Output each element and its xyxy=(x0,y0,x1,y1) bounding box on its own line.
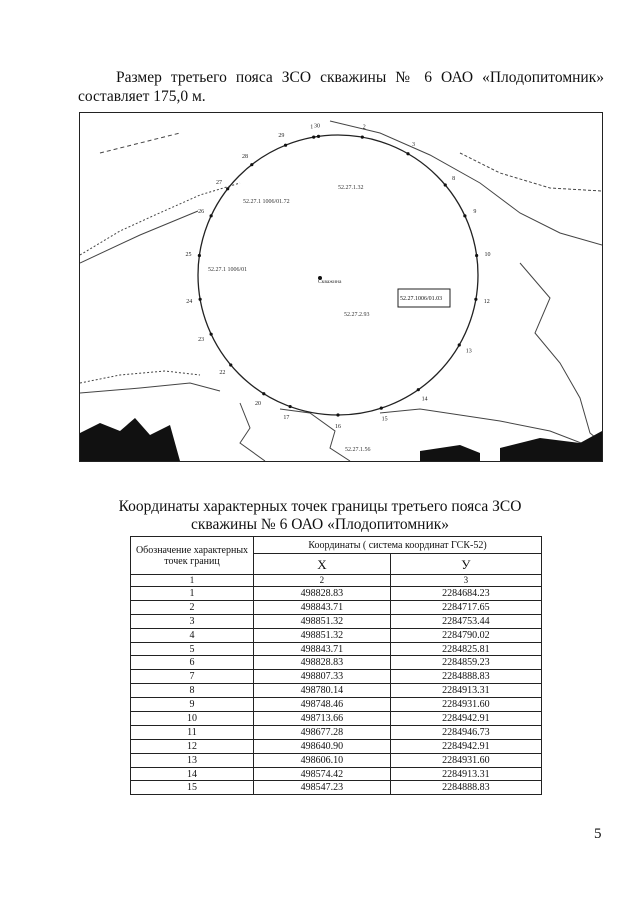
table-row xyxy=(131,628,542,642)
boundary-point-label: 15 xyxy=(381,416,388,423)
boundary-points xyxy=(185,123,490,430)
map-drawing xyxy=(80,113,602,461)
parcel-label-6: 52.27.1.56 xyxy=(345,447,371,453)
boundary-point-label: 20 xyxy=(254,401,261,408)
cell-y: 2284753.44 xyxy=(390,614,541,628)
parcel-label-2: 52.27.1 1006/01 xyxy=(208,267,248,273)
cell-x: 498780.14 xyxy=(254,684,391,698)
cell-id: 7 xyxy=(131,670,254,684)
boundary-point xyxy=(380,407,383,410)
coordinates-table xyxy=(130,536,542,795)
cell-y: 2284825.81 xyxy=(390,642,541,656)
cell-y: 2284942.91 xyxy=(390,739,541,753)
table-row xyxy=(131,587,542,601)
cell-x: 498843.71 xyxy=(254,642,391,656)
cell-y: 2284931.60 xyxy=(390,753,541,767)
boundary-point-label: 2 xyxy=(362,124,366,131)
boundary-point xyxy=(199,298,202,301)
boundary-point xyxy=(312,136,315,139)
zone-map xyxy=(79,112,603,462)
table-body xyxy=(131,587,542,795)
boundary-point-label: 17 xyxy=(283,414,290,421)
cell-x: 498828.83 xyxy=(254,656,391,670)
col-points-header: Обозначение характерных точек границ xyxy=(131,537,254,575)
cell-x: 498851.32 xyxy=(254,628,391,642)
cell-id: 9 xyxy=(131,698,254,712)
cell-id: 15 xyxy=(131,781,254,795)
parcel-label-4: 52.27.1006/01.03 xyxy=(400,296,443,302)
y-header: У xyxy=(390,554,541,575)
boundary-point-label: 24 xyxy=(186,299,193,306)
cell-y: 2284942.91 xyxy=(390,712,541,726)
boundary-point xyxy=(463,214,466,217)
boundary-point xyxy=(417,388,420,391)
boundary-point xyxy=(250,163,253,166)
cell-y: 2284790.02 xyxy=(390,628,541,642)
boundary-point-label: 23 xyxy=(198,336,205,343)
boundary-point xyxy=(210,333,213,336)
cell-y: 2284913.31 xyxy=(390,767,541,781)
boundary-point xyxy=(226,187,229,190)
cell-id: 2 xyxy=(131,600,254,614)
table-row xyxy=(131,767,542,781)
boundary-point xyxy=(317,135,320,138)
boundary-point xyxy=(210,214,213,217)
boundary-point-label: 25 xyxy=(185,251,192,258)
table-row xyxy=(131,614,542,628)
boundary-point xyxy=(406,152,409,155)
cell-id: 4 xyxy=(131,628,254,642)
boundary-point-label: 26 xyxy=(198,209,205,216)
table-row xyxy=(131,712,542,726)
table-row xyxy=(131,684,542,698)
map-background-lines xyxy=(80,121,602,461)
cell-id: 14 xyxy=(131,767,254,781)
cell-y: 2284888.83 xyxy=(390,781,541,795)
table-row xyxy=(131,642,542,656)
cell-id: 10 xyxy=(131,712,254,726)
boundary-point-label: 30 xyxy=(313,123,320,130)
cell-x: 498606.10 xyxy=(254,753,391,767)
cell-x: 498748.46 xyxy=(254,698,391,712)
x-header: X xyxy=(254,554,391,575)
boundary-point-label: 27 xyxy=(216,180,223,187)
table-row xyxy=(131,600,542,614)
intro-paragraph: Размер третьего пояса ЗСО скважины № 6 ОАО «Плодопитомник» составляет 175,0 м. xyxy=(78,68,604,105)
table-row xyxy=(131,656,542,670)
boundary-point-label: 28 xyxy=(242,154,249,161)
page-number: 5 xyxy=(594,826,602,842)
table-title-line1: Координаты характерных точек границы третьего пояса ЗСО xyxy=(118,498,522,515)
boundary-point xyxy=(198,254,201,257)
table-row xyxy=(131,753,542,767)
boundary-point-label: 10 xyxy=(484,251,491,258)
boundary-point xyxy=(444,183,447,186)
table-row xyxy=(131,739,542,753)
cell-y: 2284859.23 xyxy=(390,656,541,670)
cell-x: 498640.90 xyxy=(254,739,391,753)
cell-x: 498807.33 xyxy=(254,670,391,684)
boundary-point-label: 16 xyxy=(335,424,341,430)
cell-y: 2284946.73 xyxy=(390,725,541,739)
parcel-label-5: 52.27.2.93 xyxy=(344,312,370,318)
cell-x: 498828.83 xyxy=(254,587,391,601)
boundary-point-label: 9 xyxy=(473,209,477,216)
cell-id: 6 xyxy=(131,656,254,670)
boundary-point xyxy=(361,136,364,139)
boundary-point xyxy=(289,405,292,408)
boundary-point-label: 12 xyxy=(483,299,490,306)
table-title-line2: скважины № 6 ОАО «Плодопитомник» xyxy=(190,516,450,533)
boundary-point xyxy=(229,363,232,366)
boundary-point-label: 1 xyxy=(310,124,314,131)
cell-id: 5 xyxy=(131,642,254,656)
cell-x: 498843.71 xyxy=(254,600,391,614)
zone-boundary-circle xyxy=(198,132,478,415)
boundary-point xyxy=(336,413,339,416)
table-row xyxy=(131,670,542,684)
cell-y: 2284717.65 xyxy=(390,600,541,614)
col-number-1: 1 xyxy=(131,575,254,587)
cell-id: 8 xyxy=(131,684,254,698)
parcel-label-3: 52.27.1.32 xyxy=(338,185,364,191)
cell-id: 11 xyxy=(131,725,254,739)
cell-y: 2284888.83 xyxy=(390,670,541,684)
boundary-point xyxy=(475,254,478,257)
cell-id: 3 xyxy=(131,614,254,628)
cell-x: 498677.28 xyxy=(254,725,391,739)
cell-y: 2284913.31 xyxy=(390,684,541,698)
parcel-label-1: 52.27.1 1006/01.72 xyxy=(243,199,290,205)
cell-id: 12 xyxy=(131,739,254,753)
boundary-point-label: 14 xyxy=(421,396,428,403)
coords-system-header: Координаты ( система координат ГСК-52) xyxy=(254,537,542,554)
table-row xyxy=(131,725,542,739)
boundary-point xyxy=(458,343,461,346)
table-row xyxy=(131,781,542,795)
cell-x: 498574.42 xyxy=(254,767,391,781)
boundary-point xyxy=(284,144,287,147)
table-row xyxy=(131,698,542,712)
cell-id: 13 xyxy=(131,753,254,767)
boundary-point xyxy=(262,392,265,395)
boundary-point-label: 29 xyxy=(278,132,285,139)
map-dark-areas xyxy=(80,418,602,461)
well-label: Скважина xyxy=(318,279,342,285)
cell-id: 1 xyxy=(131,587,254,601)
boundary-point-label: 13 xyxy=(465,348,472,355)
boundary-point xyxy=(474,298,477,301)
cell-x: 498851.32 xyxy=(254,614,391,628)
col-number-2: 2 xyxy=(254,575,391,587)
boundary-point-label: 22 xyxy=(219,370,226,377)
boundary-point-label: 8 xyxy=(452,175,456,182)
cell-x: 498713.66 xyxy=(254,712,391,726)
cell-x: 498547.23 xyxy=(254,781,391,795)
cell-y: 2284931.60 xyxy=(390,698,541,712)
cell-y: 2284684.23 xyxy=(390,587,541,601)
boundary-point-label: 3 xyxy=(412,142,415,149)
col-number-3: 3 xyxy=(390,575,541,587)
